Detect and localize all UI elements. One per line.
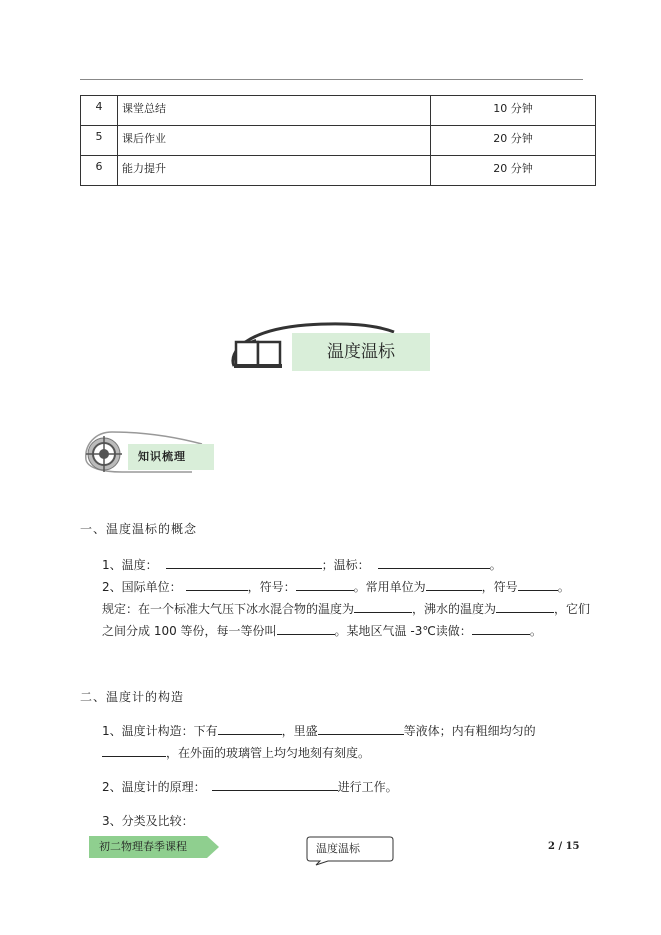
row-name: 能力提升 (118, 156, 431, 186)
topic-label: 温度温标 (316, 842, 360, 855)
part1-line2 (102, 578, 570, 595)
part1-heading: 一、温度温标的概念 (80, 522, 198, 536)
row-number: 4 (81, 96, 118, 126)
text: 。 (489, 558, 502, 572)
answer-blank[interactable] (166, 556, 322, 569)
text: 。某地区气温 -3℃读做： (334, 624, 472, 638)
page-number: 2 / 15 (548, 841, 580, 852)
answer-blank[interactable] (186, 578, 248, 591)
schedule-table (80, 95, 596, 186)
text: ，里盛 (281, 724, 318, 738)
part2-line3 (102, 778, 398, 795)
section-title: 温度温标 (327, 342, 395, 362)
answer-blank[interactable] (518, 578, 558, 591)
text: 1、温度计构造：下有 (102, 724, 218, 738)
knowledge-label: 知识梳理 (138, 450, 186, 463)
answer-blank[interactable] (296, 578, 354, 591)
text: 之间分成 100 等份，每一等份叫 (102, 624, 277, 638)
table-row (81, 126, 596, 156)
row-duration: 20 分钟 (431, 126, 596, 156)
knowledge-banner (82, 430, 218, 474)
text: ，在外面的玻璃管上均匀地刻有刻度。 (166, 746, 371, 760)
text: 。常用单位为 (353, 580, 426, 594)
answer-blank[interactable] (212, 778, 338, 791)
answer-blank[interactable] (277, 622, 335, 635)
text: ，它们 (554, 602, 591, 616)
answer-blank[interactable] (378, 556, 490, 569)
answer-blank[interactable] (426, 578, 482, 591)
row-number: 6 (81, 156, 118, 186)
part1-line3 (102, 600, 590, 617)
answer-blank[interactable] (318, 722, 404, 735)
text: 等液体；内有粗细均匀的 (403, 724, 536, 738)
answer-blank[interactable] (472, 622, 530, 635)
row-name: 课后作业 (118, 126, 431, 156)
row-duration: 10 分钟 (431, 96, 596, 126)
topic-callout (306, 836, 394, 866)
answer-blank[interactable] (218, 722, 282, 735)
text: ，沸水的温度为 (412, 602, 497, 616)
text: ，符号： (247, 580, 296, 594)
text: 2、国际单位： (102, 580, 182, 594)
header-rule (80, 79, 583, 80)
row-duration: 20 分钟 (431, 156, 596, 186)
answer-blank[interactable] (496, 600, 554, 613)
text: 2、温度计的原理： (102, 780, 206, 794)
part1-line1 (102, 556, 502, 573)
table-row (81, 96, 596, 126)
part2-line1 (102, 722, 536, 739)
table-row (81, 156, 596, 186)
course-tag (89, 836, 219, 858)
text: 1、温度： (102, 558, 158, 572)
row-number: 5 (81, 126, 118, 156)
text: 进行工作。 (337, 780, 398, 794)
text: ，符号 (481, 580, 518, 594)
part2-line2 (102, 744, 370, 761)
text: ；温标： (321, 558, 370, 572)
section-title-banner (226, 322, 432, 374)
answer-blank[interactable] (102, 744, 166, 757)
text: 规定：在一个标准大气压下冰水混合物的温度为 (102, 602, 355, 616)
text: 。 (529, 624, 542, 638)
course-label: 初二物理春季课程 (99, 840, 187, 853)
part2-heading: 二、温度计的构造 (80, 690, 185, 704)
answer-blank[interactable] (354, 600, 412, 613)
text: 。 (557, 580, 570, 594)
row-name: 课堂总结 (118, 96, 431, 126)
part1-line4 (102, 622, 542, 639)
part2-line4: 3、分类及比较： (102, 814, 194, 828)
